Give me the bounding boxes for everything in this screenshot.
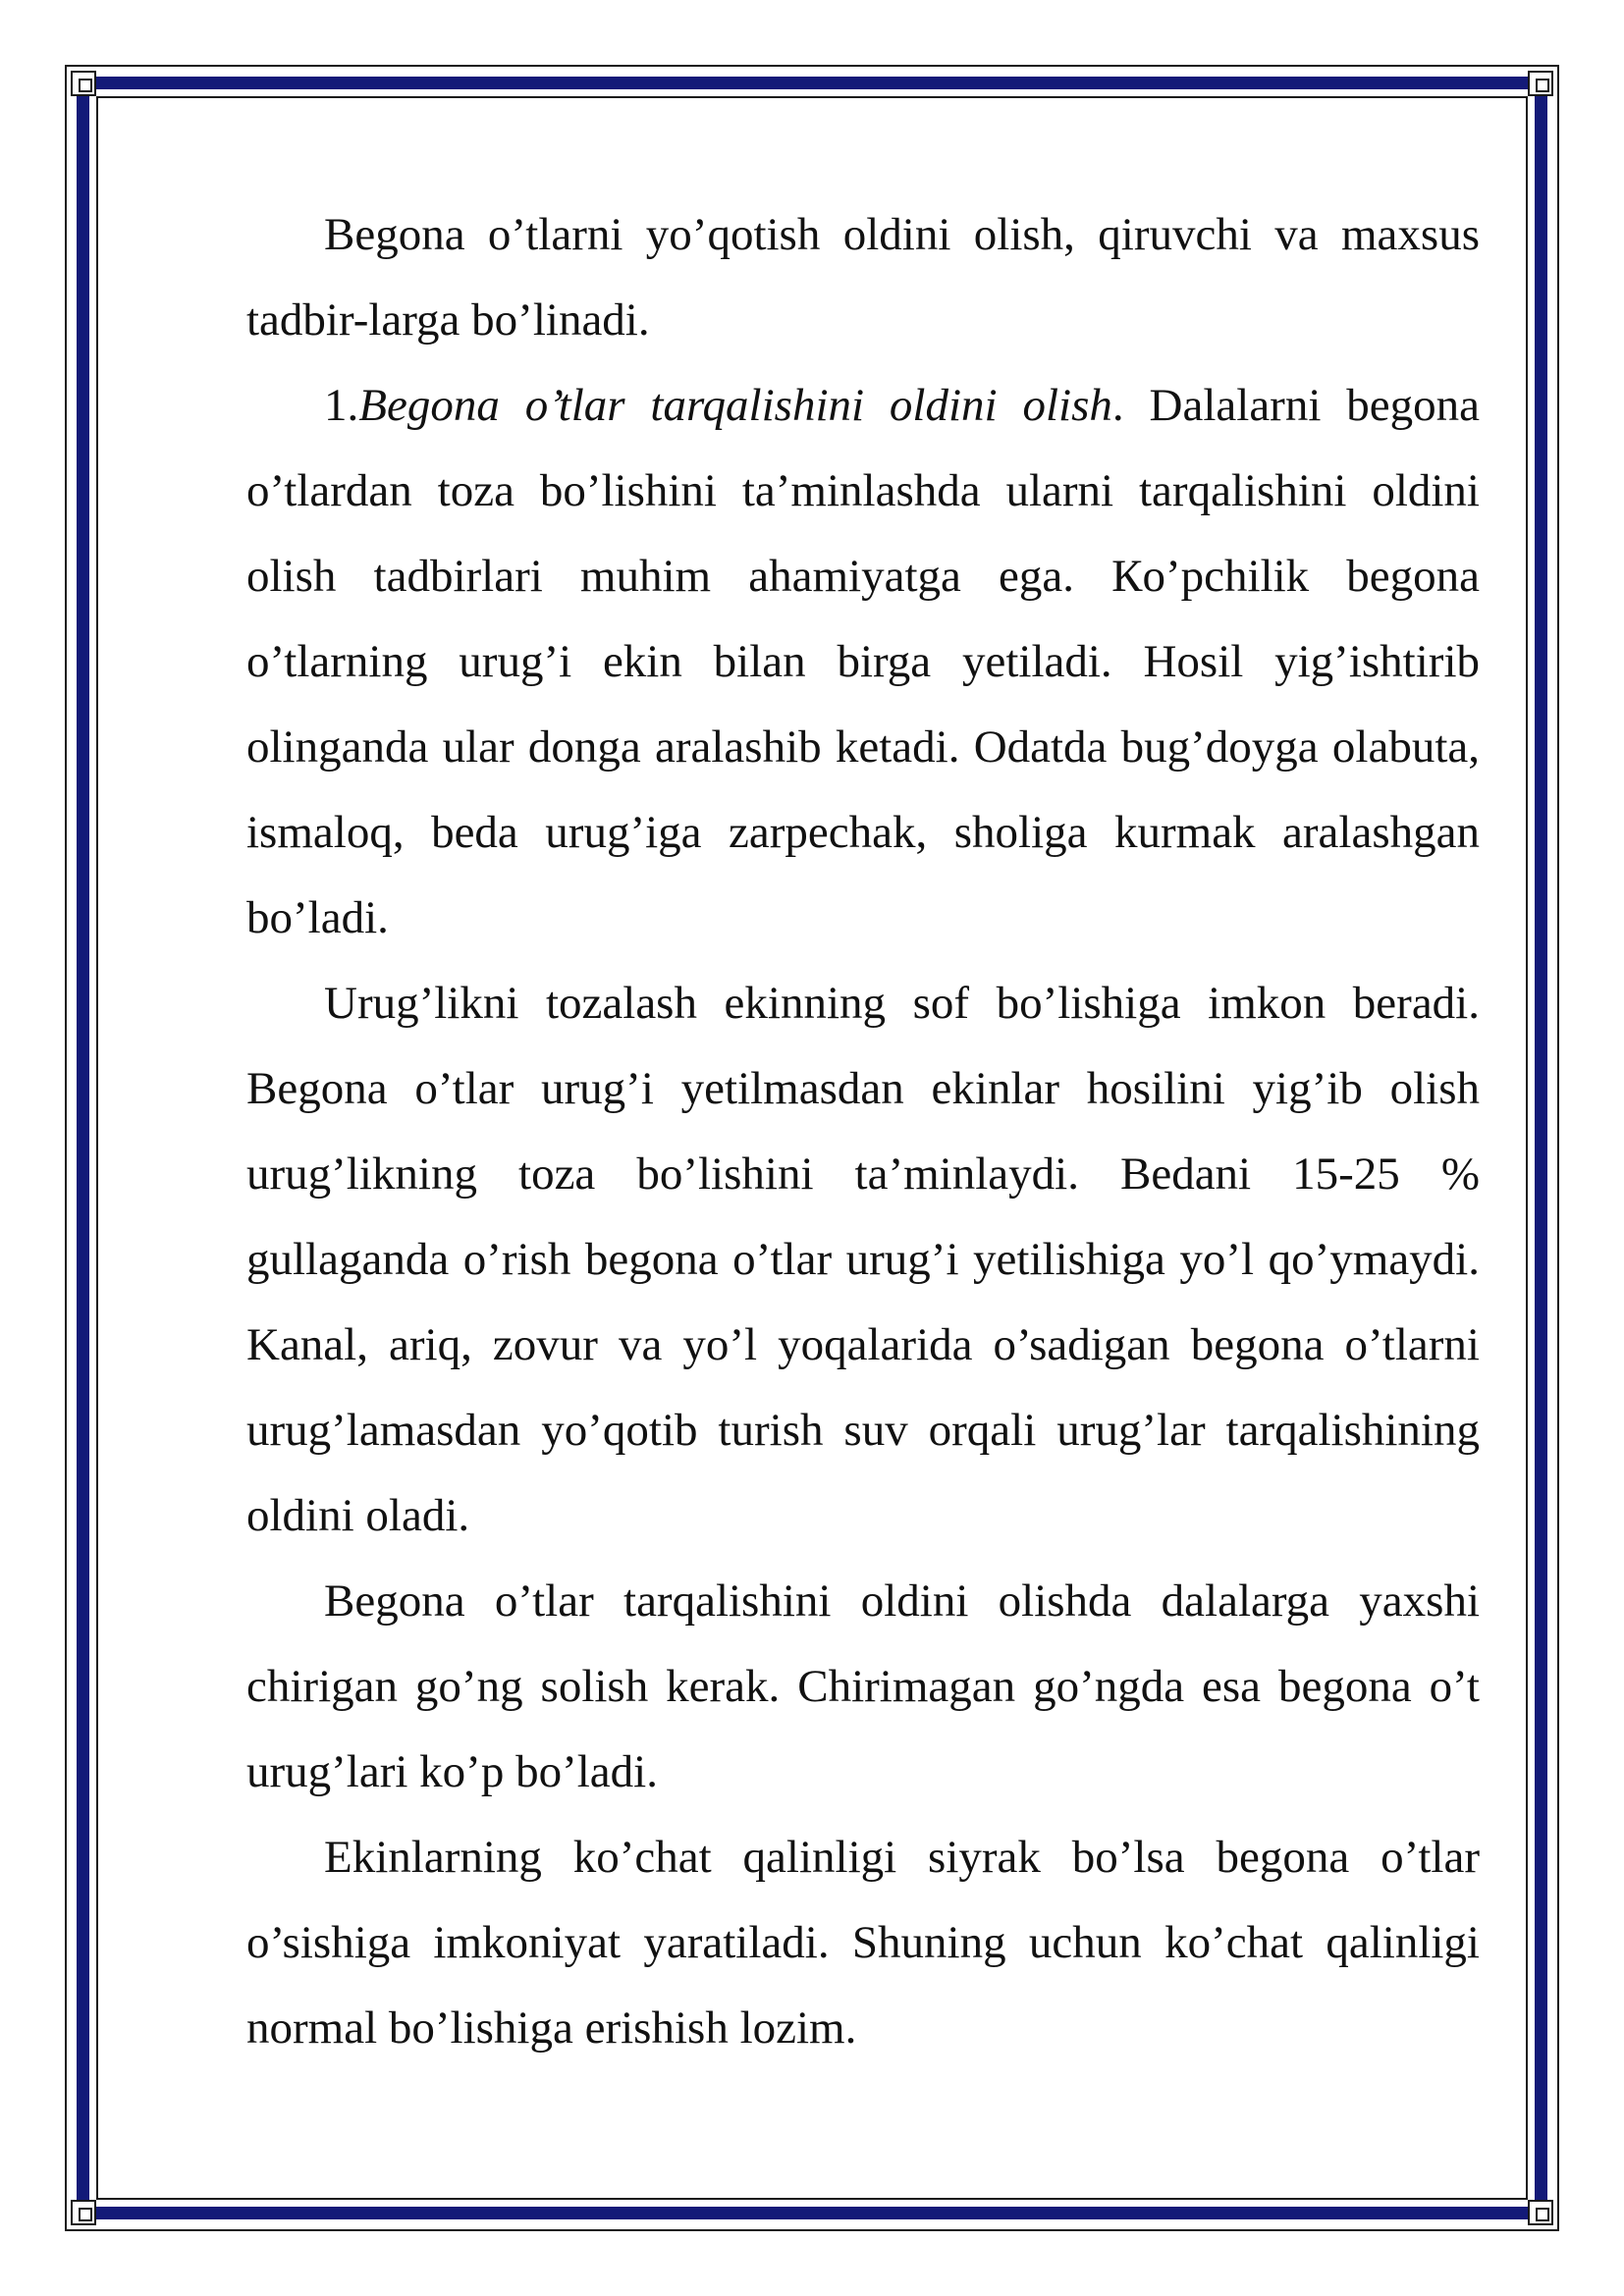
paragraph-manure <box>246 1559 1480 1815</box>
frame-corner-ornament-top-left <box>71 71 96 96</box>
frame-corner-ornament-top-right <box>1528 71 1553 96</box>
paragraph-text: Urug’likni tozalash ekinning sof bo’lishiga imkon beradi. Begona o’tlar urug’i yetilmasdan ekinlar hosilini yig’ib olish urug’likning toza bo’lishini ta’minlaydi. Bedani 15-25 % gullaganda o’rish begona o’tlar urug’i yetilishiga yo’l qo’ymaydi. Kanal, ariq, zovur va yo’l yoqalarida o’sadigan begona o’tlarni urug’lamasdan yo’qotib turish suv orqali urug’lar tarqalishining oldini oladi. <box>246 978 1480 1541</box>
section-heading-italic: Begona o’tlar tarqalishini oldini olish <box>358 380 1112 431</box>
frame-corner-ornament-bottom-right <box>1528 2200 1553 2225</box>
paragraph-seed-cleaning <box>246 961 1480 1559</box>
paragraph-text: Ekinlarning ko’chat qalinligi siyrak bo’lsa begona o’tlar o’sishiga imkoniyat yaratiladi. Shuning uchun ko’chat qalinligi normal bo’lishiga erishish lozim. <box>246 1832 1480 2054</box>
paragraph-spread-prevention <box>246 363 1480 961</box>
paragraph-text: Begona o’tlar tarqalishini oldini olishda dalalarga yaxshi chirigan go’ng solish kerak. Chirimagan go’ngda esa begona o’t urug’lari ko’p bo’ladi. <box>246 1575 1480 1797</box>
paragraph-text: . Dalalarni begona o’tlardan toza bo’lishini ta’minlashda ularni tarqalishini oldini olish tadbirlari muhim ahamiyatga ega. Кo’pchilik begona o’tlarning urug’i ekin bilan birga yetiladi. Hosil yig’ishtirib olinganda ular donga aralashib ketadi. Odatda bug’doyga olabuta, ismaloq, beda urug’iga zarpechak, sholiga kurmak aralashgan bo’ladi. <box>246 380 1480 943</box>
list-number: 1. <box>324 380 359 431</box>
frame-corner-ornament-bottom-left <box>71 2200 96 2225</box>
document-body <box>246 192 1480 2071</box>
paragraph-text: Begona o’tlarni yo’qotish oldini olish, qiruvchi va maxsus tadbir-larga bo’linadi. <box>246 209 1480 346</box>
paragraph-intro <box>246 192 1480 363</box>
paragraph-plant-density <box>246 1815 1480 2071</box>
